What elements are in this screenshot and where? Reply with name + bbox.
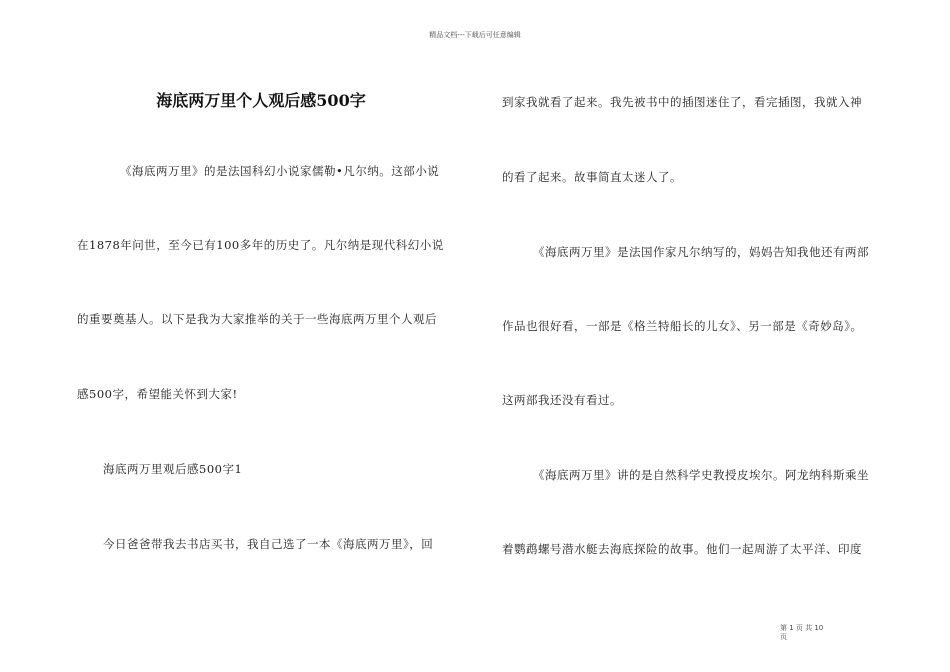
- paragraph-line: 《海底两万里》是法国作家凡尔纳写的，妈妈告知我他还有两部: [533, 245, 869, 259]
- paragraph-line: 感500字，希望能关怀到大家!: [77, 387, 238, 401]
- paragraph-line: 着鹦鹉螺号潜水艇去海底探险的故事。他们一起周游了太平洋、印度: [502, 542, 862, 556]
- paragraph-line: 在1878年问世，至今已有100多年的历史了。凡尔纳是现代科幻小说: [77, 238, 444, 252]
- document-title: 海底两万里个人观后感500字: [156, 91, 366, 110]
- paragraph-line: 的看了起来。故事简直太迷人了。: [502, 170, 682, 184]
- page-number: [780, 624, 823, 642]
- paragraph-line: 到家我就看了起来。我先被书中的插图迷住了，看完插图，我就入神: [502, 95, 862, 109]
- page-number-line: 页: [780, 633, 787, 641]
- paragraph-line: 的重要奠基人。以下是我为大家推举的关于一些海底两万里个人观后: [77, 312, 437, 326]
- paragraph-line: 《海底两万里》讲的是自然科学史教授皮埃尔。阿龙纳科斯乘坐: [533, 468, 869, 482]
- paragraph-line: 这两部我还没有看过。: [502, 393, 622, 407]
- paragraph-line: 今日爸爸带我去书店买书，我自己选了一本《海底两万里》，回: [103, 537, 434, 551]
- paragraph-line: 作品也很好看，一部是《格兰特船长的儿女》、另一部是《奇妙岛》。: [502, 319, 863, 333]
- page-header: 精品文档---下载后可任意编辑: [429, 31, 521, 39]
- paragraph-line: 《海底两万里》的是法国科幻小说家儒勒•凡尔纳。这部小说: [120, 164, 440, 178]
- page-number-line: 第 1 页 共 10: [780, 624, 824, 632]
- section-heading: 海底两万里观后感500字1: [103, 462, 243, 476]
